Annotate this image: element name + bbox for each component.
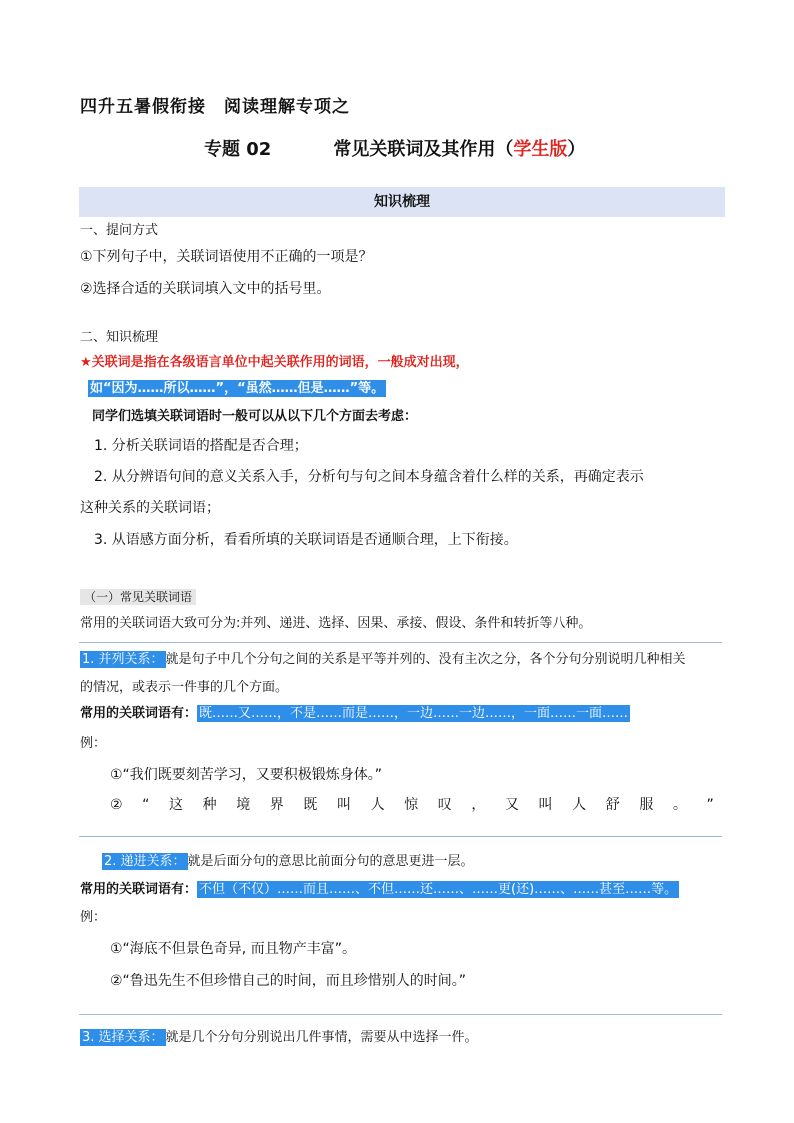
example-char: 叹 [437, 797, 452, 813]
example-char: 叫 [336, 797, 351, 813]
example-char: 舒 [605, 797, 620, 813]
example-char: 服 [639, 797, 654, 813]
relation-desc-text: 就是后面分句的意思比前面分句的意思更进一层。 [187, 854, 474, 869]
subsection-tag: （一）常见关联词语 [80, 589, 196, 605]
tip-item: 1. 分析关联词语的搭配是否合理； [94, 438, 308, 454]
example-char: ， [471, 797, 486, 813]
highlight-text: 如“因为……所以……”，“虽然……但是……”等。 [90, 381, 385, 396]
tip-item-continued: 这种关系的关联词语； [80, 500, 220, 516]
conjunction-list-label: 常用的关联词语有： [80, 706, 198, 721]
divider [79, 836, 722, 837]
divider [79, 642, 722, 643]
example-char: “ [142, 797, 150, 813]
subsection-label [80, 588, 196, 607]
example-char: 人 [572, 797, 587, 813]
relation-desc [102, 853, 474, 871]
subsection-summary: 常用的关联词语大致可分为:并列、递进、选择、因果、承接、假设、条件和转折等八种。 [80, 616, 592, 631]
relation-label: 2. 递进关系： [104, 854, 186, 869]
part1-heading: 一、提问方式 [80, 223, 159, 238]
tip-item: 3. 从语感方面分析，看看所填的关联词语是否通顺合理，上下衔接。 [94, 532, 518, 548]
example-sentence-spread [110, 796, 714, 814]
section-bar [79, 187, 725, 217]
relation-label: 3. 选择关系： [82, 1030, 164, 1045]
example-char: 既 [303, 797, 318, 813]
relation-label: 1. 并列关系： [82, 652, 164, 667]
relation-desc-text: 就是句子中几个分句之间的关系是平等并列的、没有主次之分，各个分句分别说明几种相关 [165, 652, 686, 667]
question-item: ②选择合适的关联词填入文中的括号里。 [80, 281, 331, 297]
conjunction-list [80, 705, 630, 723]
topic-subtitle [204, 135, 585, 161]
example-char: 惊 [404, 797, 419, 813]
example-char: 。 [672, 797, 687, 813]
page-title: 四升五暑假衔接 阅读理解专项之 [80, 97, 350, 117]
example-char: 叫 [538, 797, 553, 813]
section-bar-label: 知识梳理 [374, 194, 430, 210]
relation-desc-text: 就是几个分句分别说出几件事情，需要从中选择一件。 [165, 1030, 478, 1045]
example-char: 种 [202, 797, 217, 813]
conjunction-words: 不但（不仅）……而且……、不但……还……、……更(还)……、……甚至……等。 [199, 882, 678, 897]
relation-desc [80, 1029, 478, 1047]
tip-item: 2. 从分辨语句间的意义关系入手，分析句与句之间本身蕴含着什么样的关系，再确定表示 [94, 469, 644, 485]
example-char: ” [706, 797, 714, 813]
example-char: 人 [370, 797, 385, 813]
example-char: ② [110, 797, 123, 813]
example-char: 界 [269, 797, 284, 813]
topic-close-paren: ） [567, 139, 586, 160]
tips-intro: 同学们选填关联词语时一般可以从以下几个方面去考虑： [92, 409, 418, 424]
example-sentence: ①“我们既要刻苦学习，又要积极锻炼身体。” [110, 767, 383, 783]
example-label: 例： [80, 736, 107, 751]
conjunction-list-label: 常用的关联词语有： [80, 882, 198, 897]
relation-desc-continued: 的情况，或表示一件事的几个方面。 [80, 680, 289, 695]
part2-heading: 二、知识梳理 [80, 330, 159, 345]
conjunction-words: 既……又……，不是……而是……，一边……一边……，一面……一面…… [199, 706, 629, 721]
definition-highlight [88, 380, 386, 398]
divider [79, 1014, 722, 1015]
example-char: 境 [236, 797, 251, 813]
question-item: ①下列句子中，关联词语使用不正确的一项是？ [80, 249, 373, 265]
example-sentence: ②“鲁迅先生不但珍惜自己的时间，而且珍惜别人的时间。” [110, 973, 467, 989]
edition-label: 学生版 [513, 139, 568, 160]
example-sentence: ①“海底不但景色奇异, 而且物产丰富”。 [110, 941, 356, 957]
example-char: 又 [504, 797, 519, 813]
definition-line: ★关联词是指在各级语言单位中起关联作用的词语，一般成对出现， [80, 355, 469, 370]
topic-name: 常见关联词及其作用（ [333, 139, 514, 160]
example-char: 这 [169, 797, 184, 813]
conjunction-list [80, 881, 679, 899]
example-label: 例： [80, 910, 107, 925]
topic-number: 专题 02 [204, 139, 272, 160]
relation-desc [80, 651, 686, 669]
